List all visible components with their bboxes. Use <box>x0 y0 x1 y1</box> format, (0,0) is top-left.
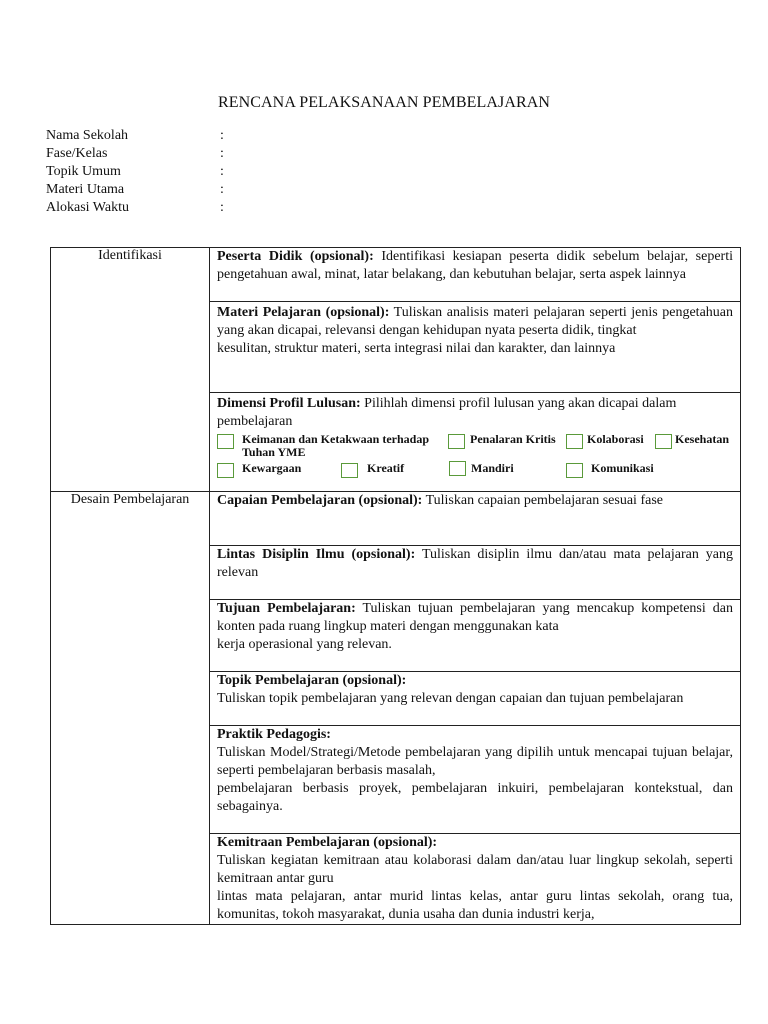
cell-heading: Lintas Disiplin Ilmu (opsional): <box>217 547 416 562</box>
cell-topik <box>210 672 741 726</box>
cell-lintas-disiplin <box>210 546 741 600</box>
cell-text: Tuliskan tujuan pembelajaran yang mencakup kompetensi dan konten pada ruang lingkup materi dengan menggunakan kata <box>217 601 733 634</box>
info-colon: : <box>220 200 224 215</box>
checkbox-icon[interactable] <box>449 461 466 476</box>
cell-text: kerja operasional yang relevan. <box>217 637 392 652</box>
cell-text: Tuliskan capaian pembelajaran sesuai fase <box>422 493 663 508</box>
checkbox-icon[interactable] <box>217 463 234 478</box>
cell-text: pembelajaran berbasis proyek, pembelajaran inkuiri, pembelajaran kontekstual, dan sebagainya. <box>217 781 733 814</box>
cell-heading: Praktik Pedagogis: <box>217 727 331 742</box>
cell-heading: Materi Pelajaran (opsional): <box>217 305 390 320</box>
cell-capaian <box>210 492 741 546</box>
option-label: Komunikasi <box>591 461 654 475</box>
cell-tujuan <box>210 600 741 672</box>
info-colon: : <box>220 128 224 143</box>
option-label: Kolaborasi <box>587 432 644 446</box>
document-title: RENCANA PELAKSANAAN PEMBELAJARAN <box>217 94 551 111</box>
checkbox-icon[interactable] <box>217 434 234 449</box>
cell-dimensi-profil <box>210 393 741 492</box>
rpp-table <box>50 247 741 925</box>
dimension-options <box>217 432 733 476</box>
cell-text: Tuliskan topik pembelajaran yang relevan dengan capaian dan tujuan pembelajaran <box>217 691 684 706</box>
cell-heading: Tujuan Pembelajaran: <box>217 601 356 616</box>
cell-heading: Capaian Pembelajaran (opsional): <box>217 493 423 508</box>
checkbox-icon[interactable] <box>566 463 583 478</box>
option-label: Kreatif <box>367 461 405 475</box>
cell-heading: Peserta Didik (opsional): <box>217 249 374 264</box>
checkbox-icon[interactable] <box>448 434 465 449</box>
section-label-identifikasi: Identifikasi <box>51 248 210 492</box>
cell-text: Tuliskan disiplin ilmu dan/atau mata pelajaran yang relevan <box>217 547 733 580</box>
cell-heading: Topik Pembelajaran (opsional): <box>217 673 407 688</box>
cell-text: Tuliskan analisis materi pelajaran seperti jenis pengetahuan yang akan dicapai, relevansi dengan kehidupan nyata peserta didik, tingkat <box>217 305 733 338</box>
section-label-desain: Desain Pembelajaran <box>51 492 210 925</box>
info-colon: : <box>220 182 224 197</box>
info-colon: : <box>220 146 224 161</box>
cell-text: Pilihlah dimensi profil lulusan yang akan dicapai dalam pembelajaran <box>217 396 677 429</box>
info-label: Alokasi Waktu <box>46 200 129 215</box>
cell-text: Tuliskan Model/Strategi/Metode pembelajaran yang dipilih untuk mencapai tujuan belajar, seperti pembelajaran berbasis masalah, <box>217 745 733 778</box>
info-colon: : <box>220 164 224 179</box>
checkbox-icon[interactable] <box>341 463 358 478</box>
option-label: Tuhan YME <box>242 445 306 459</box>
cell-text: kesulitan, struktur materi, serta integrasi nilai dan karakter, dan lainnya <box>217 341 616 356</box>
checkbox-icon[interactable] <box>566 434 583 449</box>
cell-kemitraan <box>210 834 741 925</box>
cell-heading: Dimensi Profil Lulusan: <box>217 396 361 411</box>
checkbox-icon[interactable] <box>655 434 672 449</box>
cell-text: Identifikasi kesiapan peserta didik sebelum belajar, seperti pengetahuan awal, minat, latar belakang, dan kebutuhan belajar, serta aspek lainnya <box>217 249 733 282</box>
cell-peserta-didik <box>210 248 741 302</box>
option-label: Keimanan dan Ketakwaan terhadap <box>242 432 430 446</box>
info-label: Fase/Kelas <box>46 146 108 161</box>
cell-praktik <box>210 726 741 834</box>
option-label: Kesehatan <box>675 432 729 446</box>
cell-heading: Kemitraan Pembelajaran (opsional): <box>217 835 438 850</box>
cell-materi-pelajaran <box>210 302 741 393</box>
info-label: Nama Sekolah <box>46 128 129 143</box>
info-label: Materi Utama <box>46 182 125 197</box>
cell-text: lintas mata pelajaran, antar murid lintas kelas, antar guru lintas sekolah, orang tua, komunitas, tokoh masyarakat, dunia usaha dan dunia industri kerja, <box>217 889 733 922</box>
cell-text: Tuliskan kegiatan kemitraan atau kolaborasi dalam dan/atau luar lingkup sekolah, seperti kemitraan antar guru <box>217 853 733 886</box>
option-label: Kewargaan <box>242 461 302 475</box>
option-label: Mandiri <box>471 461 514 475</box>
option-label: Penalaran Kritis <box>470 432 556 446</box>
info-label: Topik Umum <box>46 164 121 179</box>
